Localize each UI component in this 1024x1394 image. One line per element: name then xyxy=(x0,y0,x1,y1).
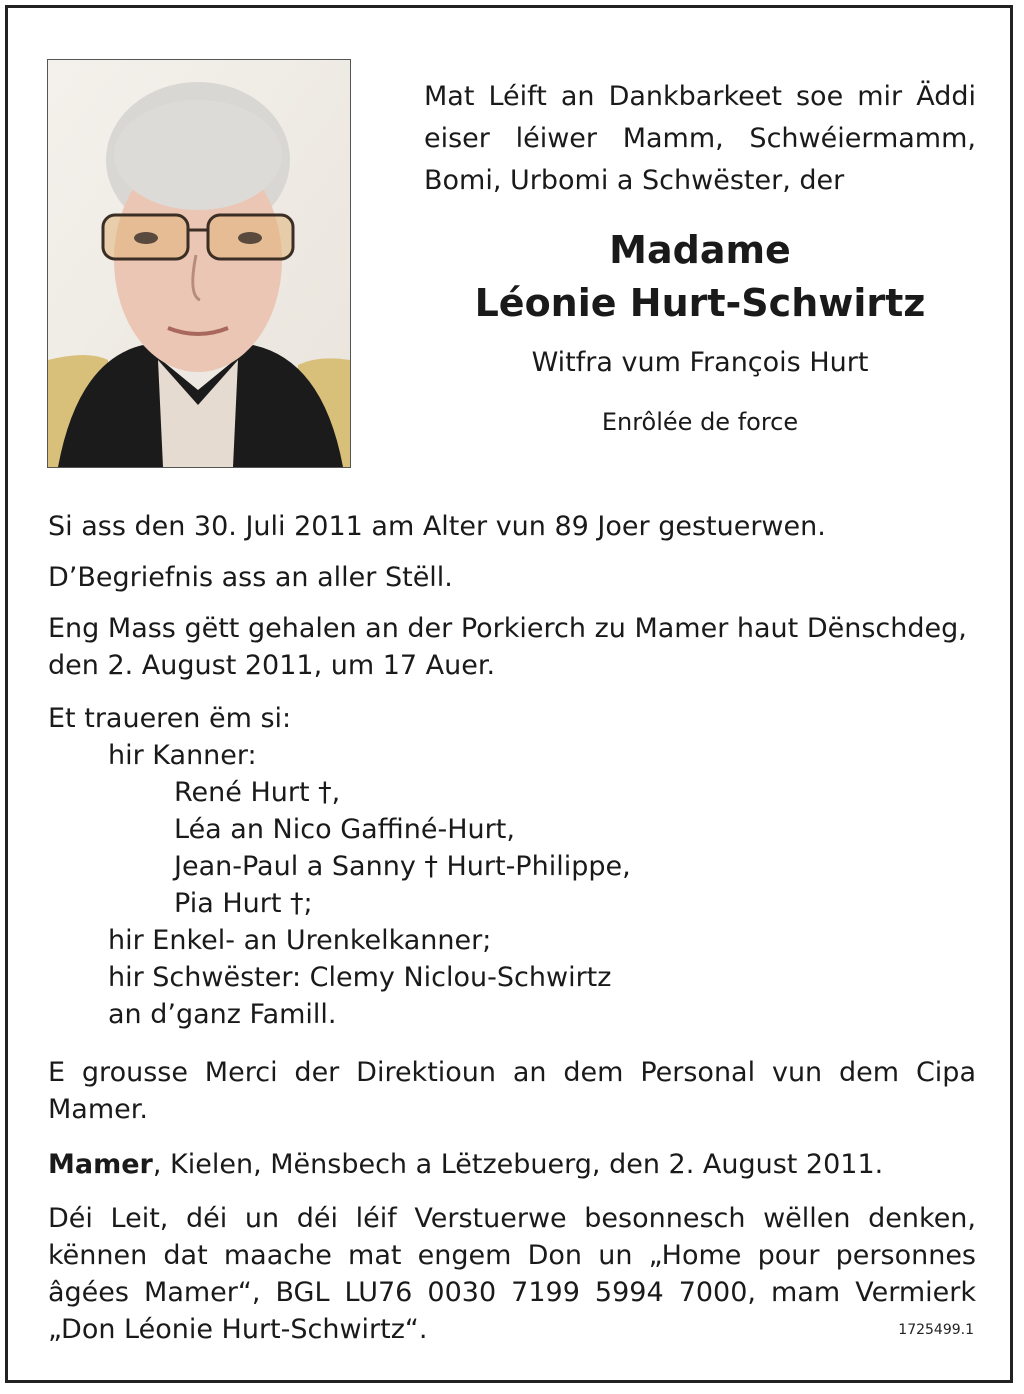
portrait-photo xyxy=(47,59,351,468)
family-line: an d’ganz Famill. xyxy=(108,999,337,1030)
donation-line: Déi Leit, déi un déi léif Verstuerwe besonnesch wëllen denken, xyxy=(48,1203,976,1234)
burial-line xyxy=(48,559,976,596)
mass-line: den 2. August 2011, um 17 Auer. xyxy=(48,650,496,681)
child-entry: Léa an Nico Gaffiné-Hurt, xyxy=(174,814,515,845)
intro-text xyxy=(424,76,976,202)
children-label: hir Kanner: xyxy=(108,740,257,771)
intro-line: eiser léiwer Mamm, Schwéiermamm, xyxy=(424,123,976,154)
death-date: Si ass den 30. Juli 2011 am Alter vun 89 Joer gestuerwen. xyxy=(48,511,826,542)
honor-note: Enrôlée de force xyxy=(601,408,799,436)
deceased-title: Madame xyxy=(609,228,791,272)
reference-number: 1725499.1 xyxy=(898,1322,974,1338)
donation-line: âgées Mamer“, BGL LU76 0030 7199 5994 7000, mam Vermierk xyxy=(48,1277,976,1308)
mass-line: Eng Mass gëtt gehalen an der Porkierch zu Mamer haut Dënschdeg, xyxy=(48,613,967,644)
intro-line: Mat Léift an Dankbarkeet soe mir Äddi xyxy=(424,81,976,112)
mourners-heading: Et traueren ëm si: xyxy=(48,703,292,734)
sister-line: hir Schwëster: Clemy Niclou-Schwirtz xyxy=(108,962,612,993)
mass-info xyxy=(48,610,976,684)
grandchildren-line: hir Enkel- an Urenkelkanner; xyxy=(108,925,492,956)
thanks-line: E grousse Merci der Direktioun an dem Personal vun dem Cipa xyxy=(48,1057,976,1088)
thanks-paragraph xyxy=(48,1054,976,1128)
thanks-line: Mamer. xyxy=(48,1094,148,1125)
widow-of: Witfra vum François Hurt xyxy=(531,347,869,378)
donation-paragraph xyxy=(48,1200,976,1348)
intro-line: Bomi, Urbomi a Schwëster, der xyxy=(424,165,845,196)
place-town: Mamer xyxy=(48,1149,153,1180)
child-entry: Jean-Paul a Sanny † Hurt-Philippe, xyxy=(174,851,631,882)
deceased-name: Léonie Hurt-Schwirtz xyxy=(474,281,926,325)
place-date-line xyxy=(48,1146,976,1183)
death-line xyxy=(48,508,976,545)
child-entry: René Hurt †, xyxy=(174,777,341,808)
donation-line: „Don Léonie Hurt-Schwirtz“. xyxy=(48,1314,428,1345)
child-entry: Pia Hurt †; xyxy=(174,888,313,919)
place-rest: , Kielen, Mënsbech a Lëtzebuerg, den 2. August 2011. xyxy=(152,1149,884,1180)
mourners-list xyxy=(48,700,976,1033)
donation-line: kënnen dat maache mat engem Don un „Home pour personnes xyxy=(48,1240,976,1271)
burial-text: D’Begriefnis ass an aller Stëll. xyxy=(48,562,453,593)
